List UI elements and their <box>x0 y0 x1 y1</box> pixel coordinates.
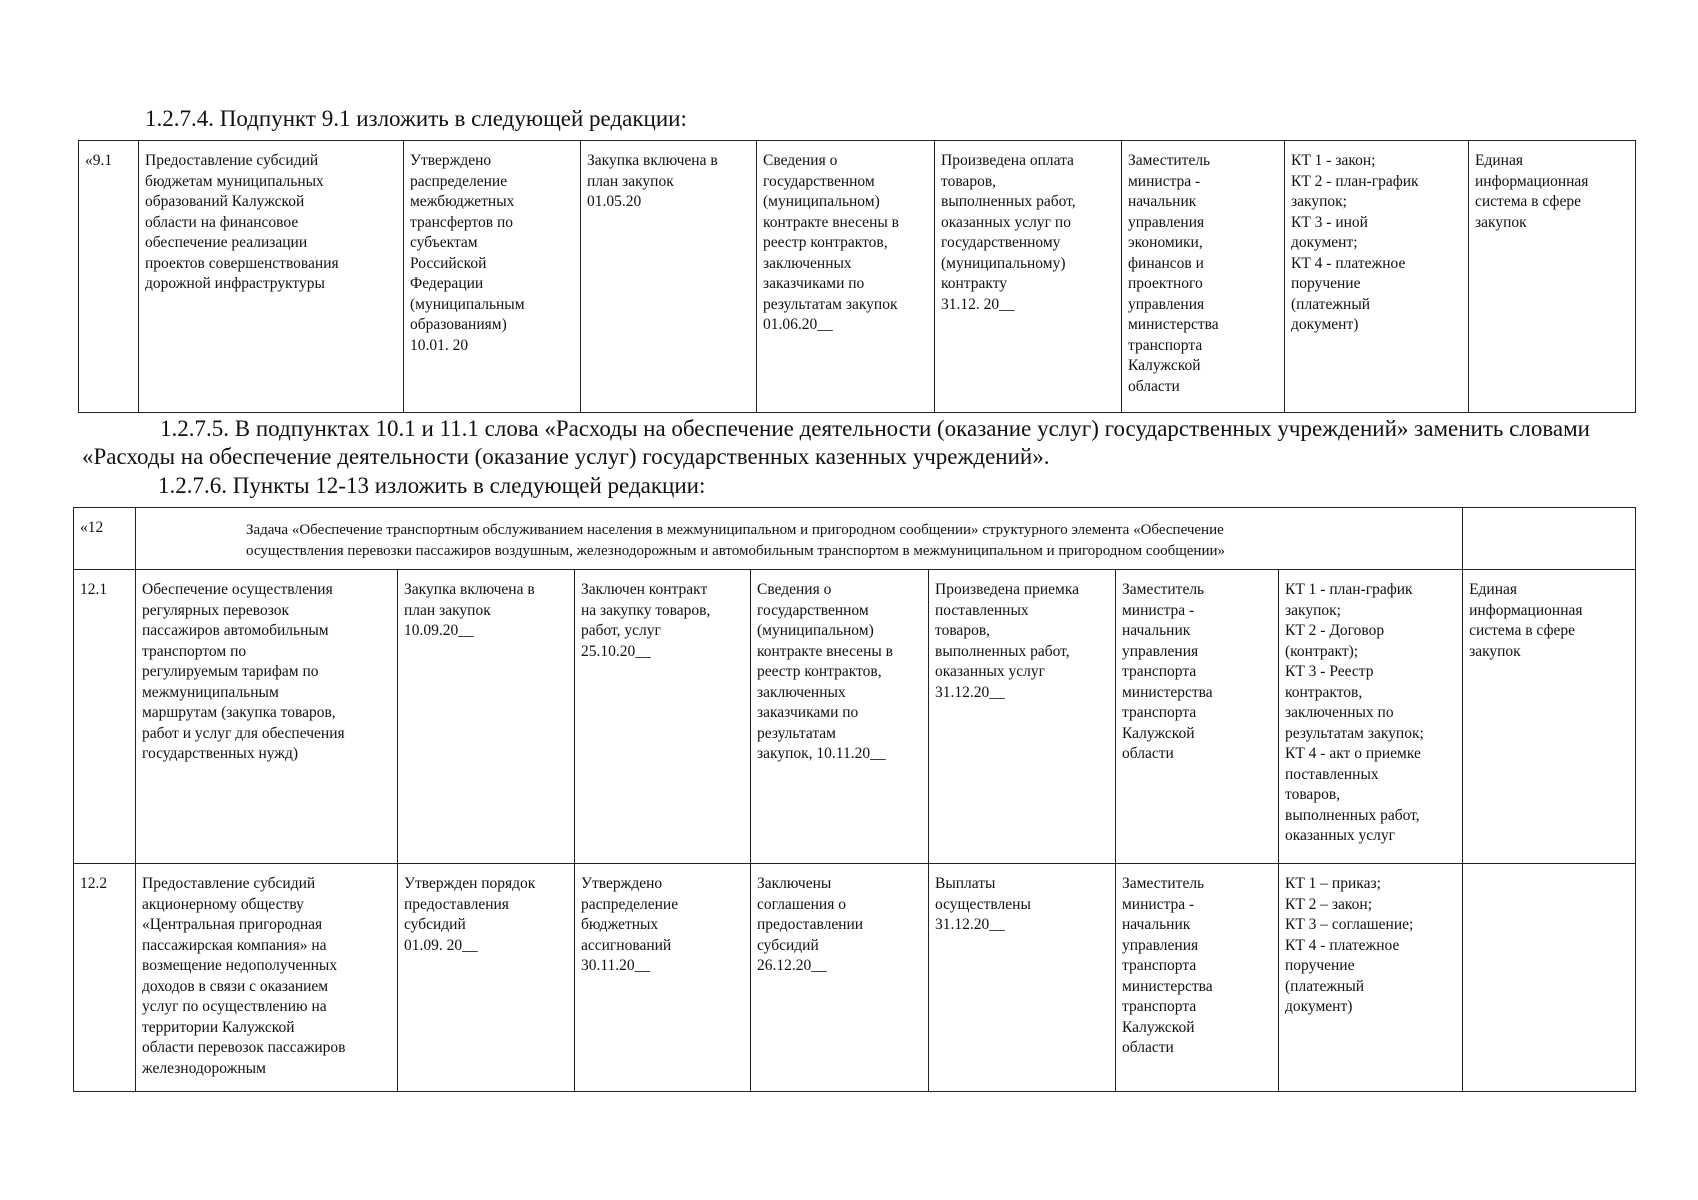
event-name: Обеспечение осуществления регулярных перевозок пассажиров автомобильным транспортом по регулируемым тарифам по межмуниципальным маршрутам (закупка товаров, работ и услуг для обеспечения государственных нужд) <box>136 570 398 864</box>
task-row <box>74 508 1636 570</box>
table-row <box>74 570 1636 864</box>
control-point-1: Утверждено распределение межбюджетных трансфертов по субъектам Российской Федерации (муниципальным образованиям) 10.01. 20 <box>404 141 581 413</box>
info-system: Единая информационная система в сфере закупок <box>1469 141 1636 413</box>
info-system <box>1463 864 1636 1092</box>
table-12-13 <box>73 507 1636 1092</box>
control-point-3: Сведения о государственном (муниципальном) контракте внесены в реестр контрактов, заключенных заказчиками по результатам закупок, 10.11.20__ <box>751 570 929 864</box>
table-row <box>79 141 1636 413</box>
control-point-2: Утверждено распределение бюджетных ассигнований 30.11.20__ <box>575 864 751 1092</box>
event-name: Предоставление субсидий бюджетам муниципальных образований Калужской области на финансовое обеспечение реализации проектов совершенствования дорожной инфраструктуры <box>139 141 404 413</box>
control-point-3: Сведения о государственном (муниципальном) контракте внесены в реестр контрактов, заключенных заказчиками по результатам закупок 01.06.20__ <box>757 141 935 413</box>
responsible: Заместитель министра - начальник управления транспорта министерства транспорта Калужской области <box>1116 570 1279 864</box>
control-point-2: Заключен контракт на закупку товаров, работ, услуг 25.10.20__ <box>575 570 751 864</box>
control-point-4: Выплаты осуществлены 31.12.20__ <box>929 864 1116 1092</box>
control-point-1: Утвержден порядок предоставления субсидий 01.09. 20__ <box>398 864 575 1092</box>
row-number: 12.1 <box>74 570 136 864</box>
heading-9-1: 1.2.7.4. Подпункт 9.1 изложить в следующей редакции: <box>145 106 687 131</box>
task-text: Задача «Обеспечение транспортным обслуживанием населения в межмуниципальном и пригородном сообщении» структурного элемента «Обеспечение осуществления перевозки пассажиров воздушным, железнодорожным и автомобильным транспортом в межмуниципальном и пригородном сообщении» <box>136 508 1463 570</box>
table-9-1 <box>78 140 1636 413</box>
document-type: КТ 1 - закон; КТ 2 - план-график закупок; КТ 3 - иной документ; КТ 4 - платежное поручение (платежный документ) <box>1285 141 1469 413</box>
paragraph-10-1-11-1: 1.2.7.5. В подпунктах 10.1 и 11.1 слова «Расходы на обеспечение деятельности (оказание услуг) государственных учреждений» заменить словами «Расходы на обеспечение деятельности (оказание услуг) государственных казенных учреждений». <box>82 416 1590 469</box>
info-system: Единая информационная система в сфере закупок <box>1463 570 1636 864</box>
row-number: 12.2 <box>74 864 136 1092</box>
document-type: КТ 1 – приказ; КТ 2 – закон; КТ 3 – соглашение; КТ 4 - платежное поручение (платежный документ) <box>1279 864 1463 1092</box>
responsible: Заместитель министра - начальник управления транспорта министерства транспорта Калужской области <box>1116 864 1279 1092</box>
control-point-2: Закупка включена в план закупок 01.05.20 <box>581 141 757 413</box>
heading-12-13: 1.2.7.6. Пункты 12-13 изложить в следующей редакции: <box>158 473 706 498</box>
responsible: Заместитель министра - начальник управления экономики, финансов и проектного управления министерства транспорта Калужской области <box>1122 141 1285 413</box>
control-point-1: Закупка включена в план закупок 10.09.20__ <box>398 570 575 864</box>
document-type: КТ 1 - план-график закупок; КТ 2 - Договор (контракт); КТ 3 - Реестр контрактов, заключенных по результатам закупок; КТ 4 - акт о приемке поставленных товаров, выполненных работ, оказанных услуг <box>1279 570 1463 864</box>
task-number: «12 <box>74 508 136 570</box>
row-number: «9.1 <box>79 141 139 413</box>
event-name: Предоставление субсидий акционерному обществу «Центральная пригородная пассажирская компания» на возмещение недополученных доходов в связи с оказанием услуг по осуществлению на территории Калужской области перевозок пассажиров железнодорожным <box>136 864 398 1092</box>
table-row <box>74 864 1636 1092</box>
task-empty <box>1463 508 1636 570</box>
control-point-4: Произведена приемка поставленных товаров, выполненных работ, оказанных услуг 31.12.20__ <box>929 570 1116 864</box>
control-point-4: Произведена оплата товаров, выполненных работ, оказанных услуг по государственному (муниципальному) контракту 31.12. 20__ <box>935 141 1122 413</box>
control-point-3: Заключены соглашения о предоставлении субсидий 26.12.20__ <box>751 864 929 1092</box>
